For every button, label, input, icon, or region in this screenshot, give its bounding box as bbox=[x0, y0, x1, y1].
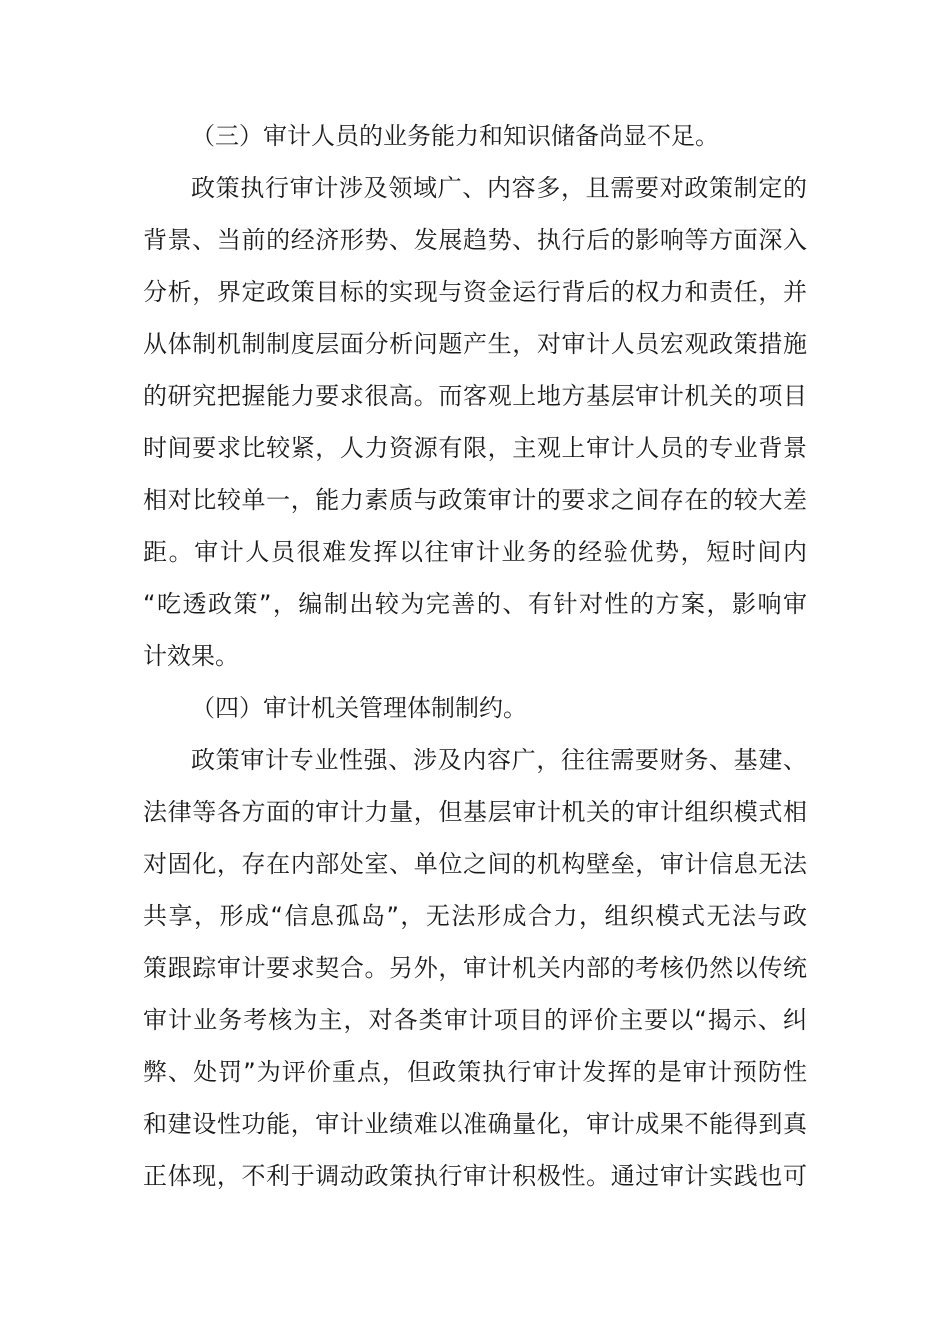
paragraph-line: 从体制机制制度层面分析问题产生，对审计人员宏观政策措施 bbox=[143, 330, 807, 358]
paragraph-line: 政策审计专业性强、涉及内容广，往往需要财务、基建、 bbox=[191, 746, 807, 774]
paragraph-line: 距。审计人员很难发挥以往审计业务的经验优势，短时间内 bbox=[143, 538, 807, 566]
paragraph-line: 的研究把握能力要求很高。而客观上地方基层审计机关的项目 bbox=[143, 382, 807, 410]
paragraph-line: 时间要求比较紧，人力资源有限，主观上审计人员的专业背景 bbox=[143, 434, 807, 462]
paragraph-line: 弊、处罚”为评价重点，但政策执行审计发挥的是审计预防性 bbox=[143, 1058, 807, 1086]
paragraph-line: 分析，界定政策目标的实现与资金运行背后的权力和责任，并 bbox=[143, 278, 807, 306]
section-heading-4: （四）审计机关管理体制制约。 bbox=[191, 694, 527, 722]
paragraph-line: 和建设性功能，审计业绩难以准确量化，审计成果不能得到真 bbox=[143, 1110, 807, 1138]
paragraph-line: 审计业务考核为主，对各类审计项目的评价主要以“揭示、纠 bbox=[143, 1006, 807, 1034]
paragraph-line: 对固化，存在内部处室、单位之间的机构壁垒，审计信息无法 bbox=[143, 850, 807, 878]
paragraph-line: 相对比较单一，能力素质与政策审计的要求之间存在的较大差 bbox=[143, 486, 807, 514]
paragraph-line: 背景、当前的经济形势、发展趋势、执行后的影响等方面深入 bbox=[143, 226, 807, 254]
section-heading-3: （三）审计人员的业务能力和知识储备尚显不足。 bbox=[191, 122, 719, 150]
paragraph-line: 策跟踪审计要求契合。另外，审计机关内部的考核仍然以传统 bbox=[143, 954, 807, 982]
paragraph-line: 法律等各方面的审计力量，但基层审计机关的审计组织模式相 bbox=[143, 798, 807, 826]
paragraph-line: 共享，形成“信息孤岛”，无法形成合力，组织模式无法与政 bbox=[143, 902, 807, 930]
paragraph-line: 计效果。 bbox=[143, 642, 239, 670]
paragraph-line: 正体现，不利于调动政策执行审计积极性。通过审计实践也可 bbox=[143, 1162, 807, 1190]
document-body bbox=[143, 110, 807, 1202]
paragraph-line: 政策执行审计涉及领域广、内容多，且需要对政策制定的 bbox=[191, 174, 807, 202]
paragraph-line: “吃透政策”，编制出较为完善的、有针对性的方案，影响审 bbox=[143, 590, 807, 618]
